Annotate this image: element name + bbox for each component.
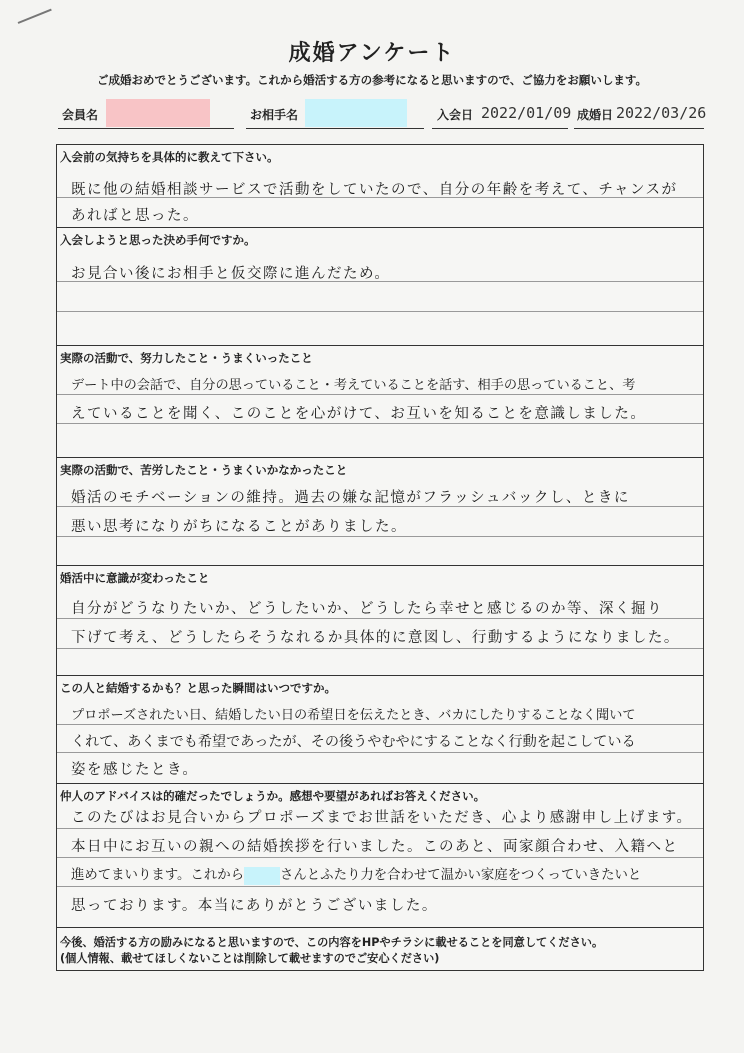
question-label: 仲人のアドバイスは的確だったでしょうか。感想や要望があればお答えください。: [60, 789, 486, 803]
pen-mark: [18, 9, 52, 24]
member-name-label: 会員名: [62, 108, 99, 122]
answer-line: このたびはお見合いからプロポーズまでお世話をいただき、心より感謝申し上げます。: [71, 810, 693, 826]
answer-line: デート中の会話で、自分の思っていること・考えていることを話す、相手の思っていること、考: [71, 378, 636, 393]
join-date-underline: [432, 128, 568, 129]
answer-line: 自分がどうなりたいか、どうしたいか、どうしたら幸せと感じるのか等、深く掘り: [71, 601, 663, 617]
question-label: 実際の活動で、苦労したこと・うまくいかなかったこと: [60, 463, 348, 477]
ruled-line: [57, 423, 703, 424]
answer-line: お見合い後にお相手と仮交際に進んだため。: [71, 266, 391, 282]
answer-line: くれて、あくまでも希望であったが、その後うやむやにすることなく行動を起こしている: [71, 734, 636, 750]
answer-line-part: 進めてまいります。これから: [71, 868, 245, 883]
answer-line: 悪い思考になりがちになることがありました。: [71, 519, 407, 535]
marriage-date-value: 2022/03/26: [616, 104, 707, 122]
answer-line: あればと思った。: [71, 208, 199, 224]
ruled-line: [57, 724, 703, 725]
ruled-line: [57, 857, 703, 858]
question-label: 入会前の気持ちを具体的に教えて下さい。: [60, 150, 279, 164]
partner-name-label: お相手名: [250, 108, 299, 122]
member-name-redaction: [106, 99, 210, 127]
partner-name-redaction: [305, 99, 407, 127]
section-advisor-feedback: [57, 783, 703, 927]
member-name-underline: [58, 128, 234, 129]
answer-line: えていることを聞く、このことを心がけて、お互いを知ることを意識しました。: [71, 406, 647, 422]
section-efforts: [57, 345, 703, 457]
answer-line: 本日中にお互いの親への結婚挨拶を行いました。このあと、両家顔合わせ、入籍へと: [71, 839, 679, 855]
ruled-line: [57, 311, 703, 312]
section-moment: [57, 675, 703, 783]
survey-form: [56, 144, 704, 971]
question-label: この人と結婚するかも？と思った瞬間はいつですか。: [60, 681, 336, 695]
question-label: 実際の活動で、努力したこと・うまくいったこと: [60, 351, 313, 365]
ruled-line: [57, 886, 703, 887]
join-date-value: 2022/01/09: [481, 104, 572, 122]
answer-line: 思っております。本当にありがとうございました。: [71, 898, 438, 914]
partner-name-redaction: [244, 867, 280, 885]
section-difficulties: [57, 457, 703, 565]
section-before-joining: [57, 145, 703, 227]
ruled-line: [57, 828, 703, 829]
join-date-label: 入会日: [437, 108, 474, 122]
marriage-date-underline: [574, 128, 704, 129]
answer-line: 既に他の結婚相談サービスで活動をしていたので、自分の年齢を考えて、チャンスが: [71, 182, 678, 198]
section-mindset-change: [57, 565, 703, 675]
ruled-line: [57, 618, 703, 619]
page-subtitle: ご成婚おめでとうございます。これから婚活する方の参考になると思いますので、ご協力をお願いします。: [97, 73, 647, 87]
partner-name-underline: [246, 128, 424, 129]
ruled-line: [57, 394, 703, 395]
answer-line: 姿を感じたとき。: [71, 762, 199, 778]
page-title: 成婚アンケート: [288, 41, 456, 66]
section-deciding-factor: [57, 227, 703, 345]
ruled-line: [57, 536, 703, 537]
ruled-line: [57, 648, 703, 649]
question-label: 入会しようと思った決め手何ですか。: [60, 233, 256, 247]
answer-line: 婚活のモチベーションの維持。過去の嫌な記憶がフラッシュバックし、ときに: [71, 490, 630, 506]
answer-line: プロポーズされたい日、結婚したい日の希望日を伝えたとき、バカにしたりすることなく聞いて: [71, 708, 636, 723]
consent-text: 今後、婚活する方の励みになると思いますので、この内容をHPやチラシに載せることを同意してください。: [60, 936, 604, 949]
section-consent: [57, 927, 703, 972]
answer-line: [71, 864, 641, 885]
answer-line: 下げて考え、どうしたらそうなれるか具体的に意図し、行動するようになりました。: [71, 630, 680, 646]
ruled-line: [57, 752, 703, 753]
answer-line-part: さんとふたり力を合わせて温かい家庭をつくっていきたいと: [280, 868, 642, 883]
question-label: 婚活中に意識が変わったこと: [60, 571, 210, 585]
consent-note: (個人情報、載せてほしくないことは削除して載せますのでご安心ください): [60, 952, 440, 965]
marriage-date-label: 成婚日: [577, 108, 614, 122]
